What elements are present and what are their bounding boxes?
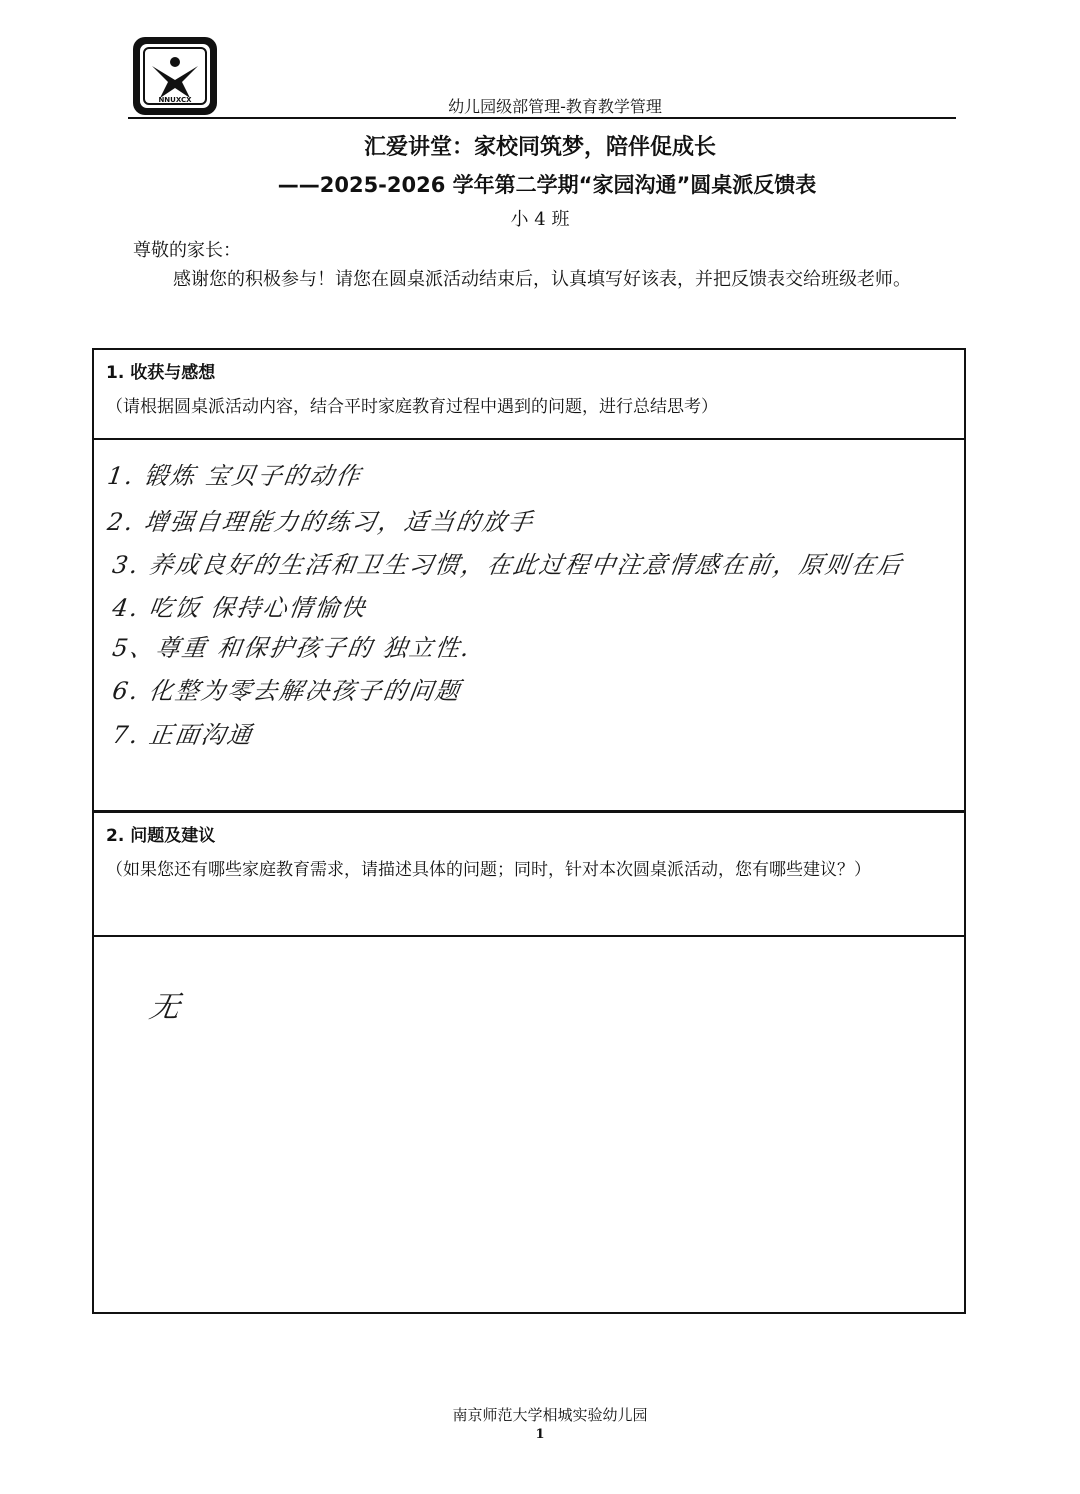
section-harvest-title: 1. 收获与感想 (106, 363, 216, 383)
answer-line: 3. 养成良好的生活和卫生习惯，在此过程中注意情感在前，原则在后 (110, 551, 906, 579)
greeting: 尊敬的家长： (133, 240, 241, 261)
section-suggestions-header (94, 813, 964, 937)
intro-text: 感谢您的积极参与！请您在圆桌派活动结束后，认真填写好该表，并把反馈表交给班级老师。 (173, 269, 911, 290)
section-suggestions (92, 811, 966, 1314)
section-harvest-header (94, 350, 964, 440)
page-subtitle: ——2025-2026 学年第二学期“家园沟通”圆桌派反馈表 (277, 173, 817, 197)
class-name: 小 4 班 (510, 209, 570, 230)
answer-line: 7. 正面沟通 (110, 721, 256, 749)
answer-line: 2. 增强自理能力的练习，适当的放手 (105, 508, 537, 536)
section-suggestions-note: （如果您还有哪些家庭教育需求，请描述具体的问题；同时，针对本次圆桌派活动，您有哪些建议？） (106, 860, 871, 880)
section-harvest-note: （请根据圆桌派活动内容，结合平时家庭教育过程中遇到的问题，进行总结思考） (106, 397, 718, 417)
answer-line: 1. 锻炼 宝贝子的动作 (105, 462, 364, 490)
header-divider (128, 117, 956, 119)
answer-line: 6. 化整为零去解决孩子的问题 (110, 677, 464, 705)
answer-line: 5、尊重 和保护孩子的 独立性. (110, 634, 473, 662)
header-label: 幼儿园级部管理-教育教学管理 (448, 97, 662, 116)
section-suggestions-title: 2. 问题及建议 (106, 826, 216, 846)
footer-school-name: 南京师范大学相城实验幼儿园 (452, 1406, 648, 1424)
page-title: 汇爱讲堂：家校同筑梦，陪伴促成长 (363, 135, 716, 160)
answer-line: 4. 吃饭 保持心情愉快 (110, 594, 369, 622)
svg-text:NNUXCX: NNUXCX (158, 96, 192, 104)
page-number: 1 (535, 1427, 545, 1442)
suggestion-answer: 无 (147, 990, 184, 1025)
